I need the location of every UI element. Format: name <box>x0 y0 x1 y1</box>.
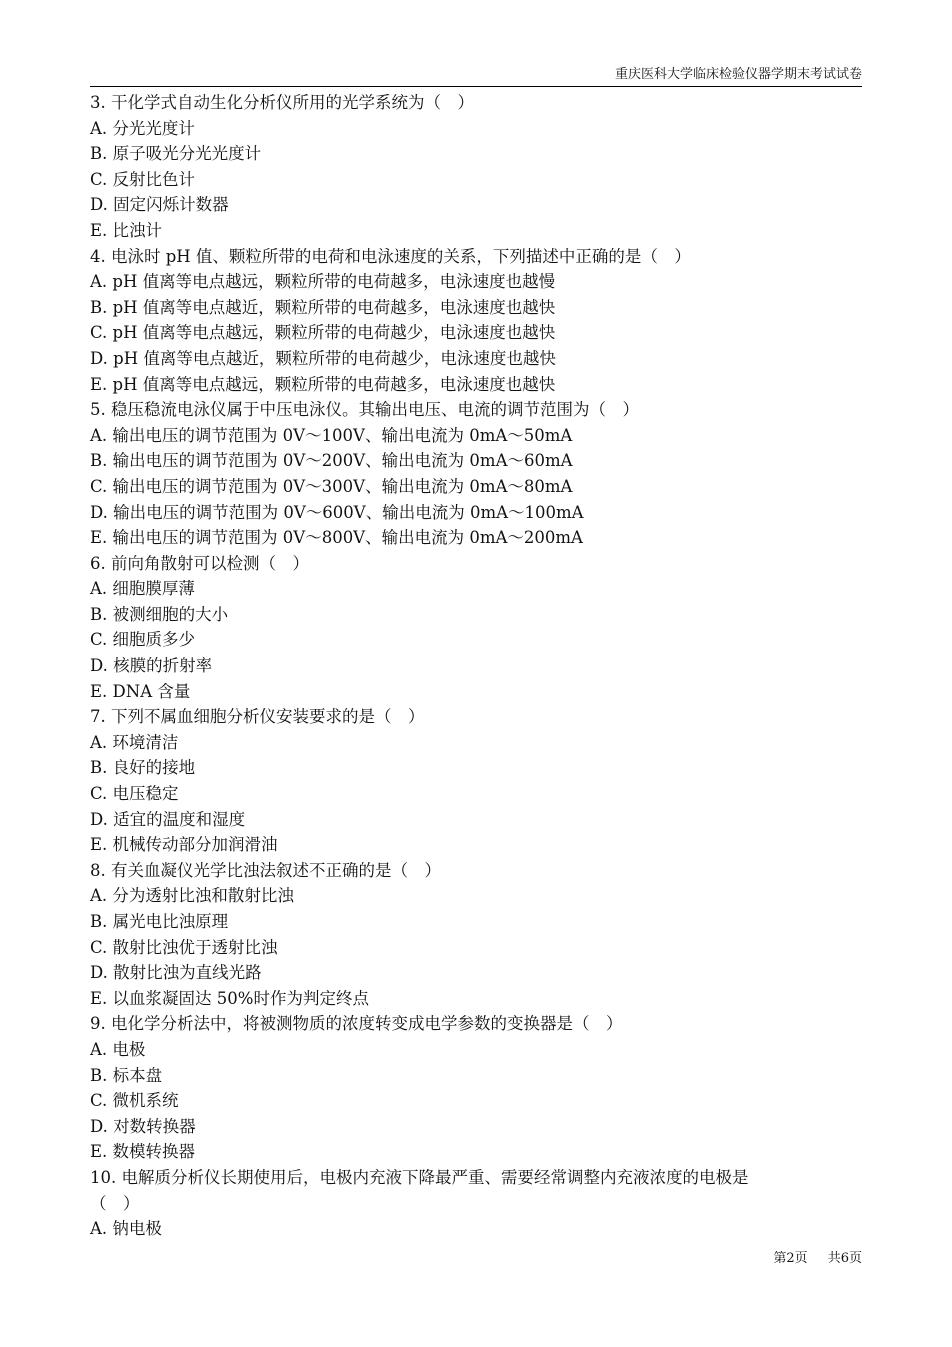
question-6-option-a: A. 细胞膜厚薄 <box>90 579 195 599</box>
question-5-option-d: D. 输出电压的调节范围为 0V～600V、输出电流为 0mA～100mA <box>90 502 584 522</box>
question-10-option-a: A. 钠电极 <box>90 1219 162 1239</box>
question-6-option-b: B. 被测细胞的大小 <box>90 604 229 624</box>
question-6-option-e: E. DNA 含量 <box>90 681 191 701</box>
question-8-option-a: A. 分为透射比浊和散射比浊 <box>90 886 294 906</box>
question-9-option-c: C. 微机系统 <box>90 1091 179 1111</box>
question-10-stem-continued: （ ） <box>90 1193 140 1213</box>
question-3-option-c: C. 反射比色计 <box>90 169 196 189</box>
question-8-option-d: D. 散射比浊为直线光路 <box>90 963 262 983</box>
question-10-stem: 10. 电解质分析仪长期使用后，电极内充液下降最严重、需要经常调整内充液浓度的电极是 <box>90 1167 749 1187</box>
question-9-option-b: B. 标本盘 <box>90 1065 163 1085</box>
page-footer <box>600 1249 862 1269</box>
question-6-stem: 6. 前向角散射可以检测（ ） <box>90 553 309 573</box>
question-4-option-c: C. pH 值离等电点越远，颗粒所带的电荷越少，电泳速度也越快 <box>90 323 556 343</box>
question-5-option-e: E. 输出电压的调节范围为 0V～800V、输出电流为 0mA～200mA <box>90 528 583 548</box>
question-3-option-a: A. 分光光度计 <box>90 118 195 138</box>
question-9-option-d: D. 对数转换器 <box>90 1116 196 1136</box>
page-header <box>90 64 862 87</box>
question-3-option-e: E. 比浊计 <box>90 220 163 240</box>
question-list <box>90 90 865 1242</box>
question-5-stem: 5. 稳压稳流电泳仪属于中压电泳仪。其输出电压、电流的调节范围为（ ） <box>90 400 639 420</box>
question-3-option-b: B. 原子吸光分光光度计 <box>90 144 262 164</box>
question-4-option-e: E. pH 值离等电点越远，颗粒所带的电荷越多，电泳速度也越快 <box>90 374 556 394</box>
question-4-option-a: A. pH 值离等电点越远，颗粒所带的电荷越多，电泳速度也越慢 <box>90 272 556 292</box>
question-7-option-e: E. 机械传动部分加润滑油 <box>90 835 278 855</box>
question-7-option-c: C. 电压稳定 <box>90 784 179 804</box>
question-8-option-c: C. 散射比浊优于透射比浊 <box>90 937 278 957</box>
question-6-option-d: D. 核膜的折射率 <box>90 656 213 676</box>
question-4-option-d: D. pH 值离等电点越近，颗粒所带的电荷越少，电泳速度也越快 <box>90 348 556 368</box>
page-number: 第2页 共6页 <box>773 1251 862 1266</box>
question-3-stem: 3. 干化学式自动生化分析仪所用的光学系统为（ ） <box>90 93 474 112</box>
question-3-option-d: D. 固定闪烁计数器 <box>90 195 229 215</box>
question-9-option-e: E. 数模转换器 <box>90 1142 196 1162</box>
question-9-stem: 9. 电化学分析法中，将被测物质的浓度转变成电学参数的变换器是（ ） <box>90 1014 623 1034</box>
question-5-option-c: C. 输出电压的调节范围为 0V～300V、输出电流为 0mA～80mA <box>90 476 573 496</box>
question-5-option-a: A. 输出电压的调节范围为 0V～100V、输出电流为 0mA～50mA <box>90 425 573 445</box>
question-7-option-a: A. 环境清洁 <box>90 732 179 752</box>
question-8-stem: 8. 有关血凝仪光学比浊法叙述不正确的是（ ） <box>90 860 441 880</box>
question-7-option-d: D. 适宜的温度和湿度 <box>90 809 246 829</box>
question-5-option-b: B. 输出电压的调节范围为 0V～200V、输出电流为 0mA～60mA <box>90 451 573 471</box>
question-7-option-b: B. 良好的接地 <box>90 758 196 778</box>
question-9-option-a: A. 电极 <box>90 1039 146 1059</box>
question-8-option-b: B. 属光电比浊原理 <box>90 912 229 931</box>
question-8-option-e: E. 以血浆凝固达 50%时作为判定终点 <box>90 988 369 1008</box>
header-title: 重庆医科大学临床检验仪器学期末考试试卷 <box>614 67 862 82</box>
question-7-stem: 7. 下列不属血细胞分析仪安装要求的是（ ） <box>90 707 425 727</box>
question-4-option-b: B. pH 值离等电点越近，颗粒所带的电荷越多，电泳速度也越快 <box>90 297 556 317</box>
question-4-stem: 4. 电泳时 pH 值、颗粒所带的电荷和电泳速度的关系，下列描述中正确的是（ ） <box>90 246 691 266</box>
question-6-option-c: C. 细胞质多少 <box>90 630 196 650</box>
